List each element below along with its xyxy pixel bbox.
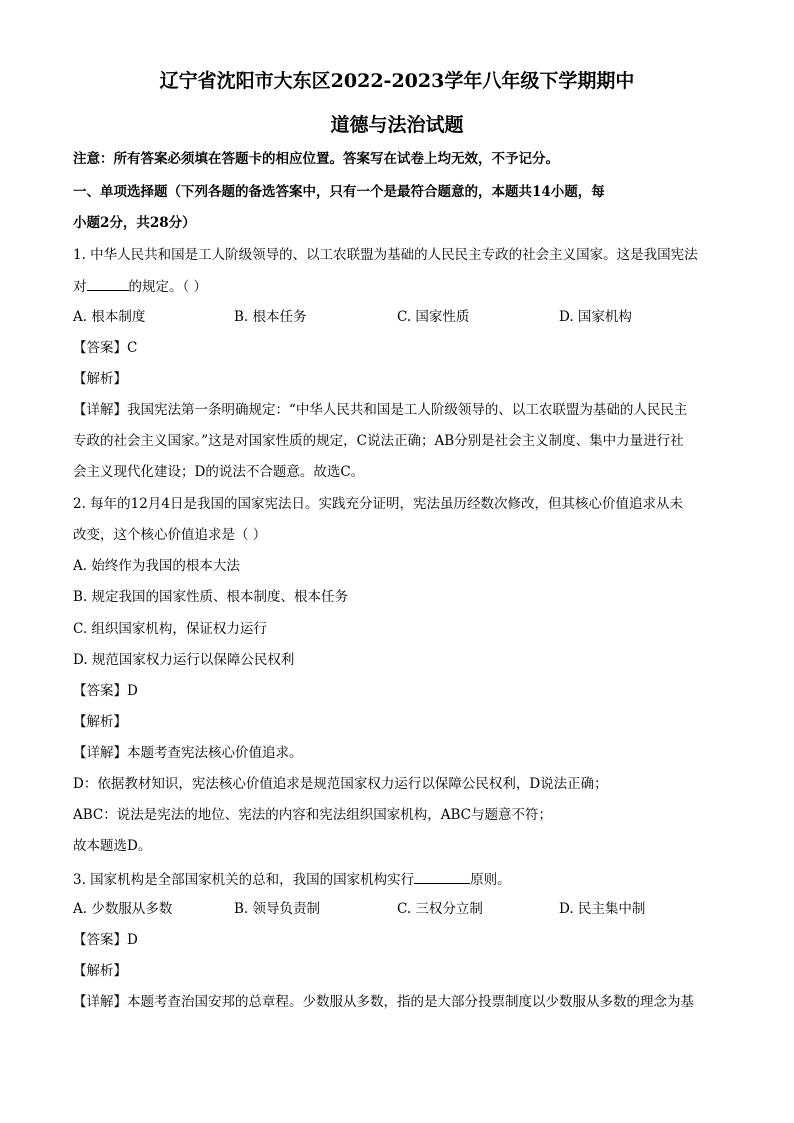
- question-2-stem: 2. 每年的12月4日是我国的国家宪法日。实践充分证明，宪法虽历经数次修改，但其核心价值追求从未: [73, 496, 683, 512]
- page-title: 辽宁省沈阳市大东区2022-2023学年八年级下学期期中: [159, 70, 635, 92]
- question-3-stem: 3. 国家机构是全部国家机关的总和，我国的国家机构实行 原则。: [73, 869, 733, 889]
- page-subtitle: 道德与法治试题: [330, 114, 464, 136]
- question-2-answer: 【答案】D: [73, 683, 138, 699]
- question-1-stem: 1. 中华人民共和国是工人阶级领导的、以工农联盟为基础的人民民主专政的社会主义国家。这是我国宪法: [73, 247, 698, 263]
- question-1-answer: 【答案】C: [73, 340, 138, 356]
- question-2-detail-line: ABC：说法是宪法的地位、宪法的内容和宪法组织国家机构，ABC与题意不符；: [73, 807, 552, 823]
- question-3-answer: 【答案】D: [73, 932, 138, 948]
- question-1-option-c: C. 国家性质: [397, 309, 470, 325]
- question-3-option-b: B. 领导负责制: [234, 901, 321, 917]
- question-2-option-d: D. 规范国家权力运行以保障公民权利: [73, 652, 295, 668]
- question-2-stem-cont: 改变，这个核心价值追求是（ ）: [73, 527, 267, 543]
- question-2-detail-line: 故本题选D。: [73, 838, 152, 854]
- question-1-option-d: D. 国家机构: [559, 309, 632, 325]
- question-3-option-a: A. 少数服从多数: [73, 901, 173, 917]
- question-3-detail-line: 【详解】本题考查治国安邦的总章程。少数服从多数，指的是大部分投票制度以少数服从多数的理念为基: [73, 994, 694, 1010]
- question-3-option-d: D. 民主集中制: [559, 901, 646, 917]
- question-3-analysis-label: 【解析】: [73, 963, 127, 979]
- question-1-detail-line: 【详解】我国宪法第一条明确规定：“中华人民共和国是工人阶级领导的、以工农联盟为基础的人民民主: [73, 402, 688, 418]
- question-2-detail-line: D：依据教材知识，宪法核心价值追求是规范国家权力运行以保障公民权利，D说法正确；: [73, 776, 608, 792]
- question-1-stem-cont: 对 的规定。（ ）: [73, 276, 733, 296]
- section-heading-cont: 小题2分，共28分）: [73, 215, 196, 231]
- question-2-option-a: A. 始终作为我国的根本大法: [73, 558, 240, 574]
- fill-blank: [87, 276, 129, 291]
- question-2-detail-line: 【详解】本题考查宪法核心价值追求。: [73, 745, 303, 761]
- question-1-detail-line: 专政的社会主义国家。”这是对国家性质的规定，C说法正确；AB分别是社会主义制度、集中力量进行社: [73, 433, 684, 449]
- fill-blank: [414, 869, 470, 884]
- question-3-option-c: C. 三权分立制: [397, 901, 483, 917]
- question-1-detail-line: 会主义现代化建设；D的说法不合题意。故选C。: [73, 464, 365, 480]
- question-2-option-b: B. 规定我国的国家性质、根本制度、根本任务: [73, 589, 349, 605]
- question-2-option-c: C. 组织国家机构，保证权力运行: [73, 621, 267, 637]
- section-heading: 一、单项选择题（下列各题的备选答案中，只有一个是最符合题意的，本题共14小题，每: [73, 184, 605, 200]
- question-1-analysis-label: 【解析】: [73, 371, 127, 387]
- question-1-option-a: A. 根本制度: [73, 309, 146, 325]
- question-1-option-b: B. 根本任务: [234, 309, 307, 325]
- question-2-analysis-label: 【解析】: [73, 714, 127, 730]
- notice-text: 注意：所有答案必须填在答题卡的相应位置。答案写在试卷上均无效，不予记分。: [73, 151, 559, 167]
